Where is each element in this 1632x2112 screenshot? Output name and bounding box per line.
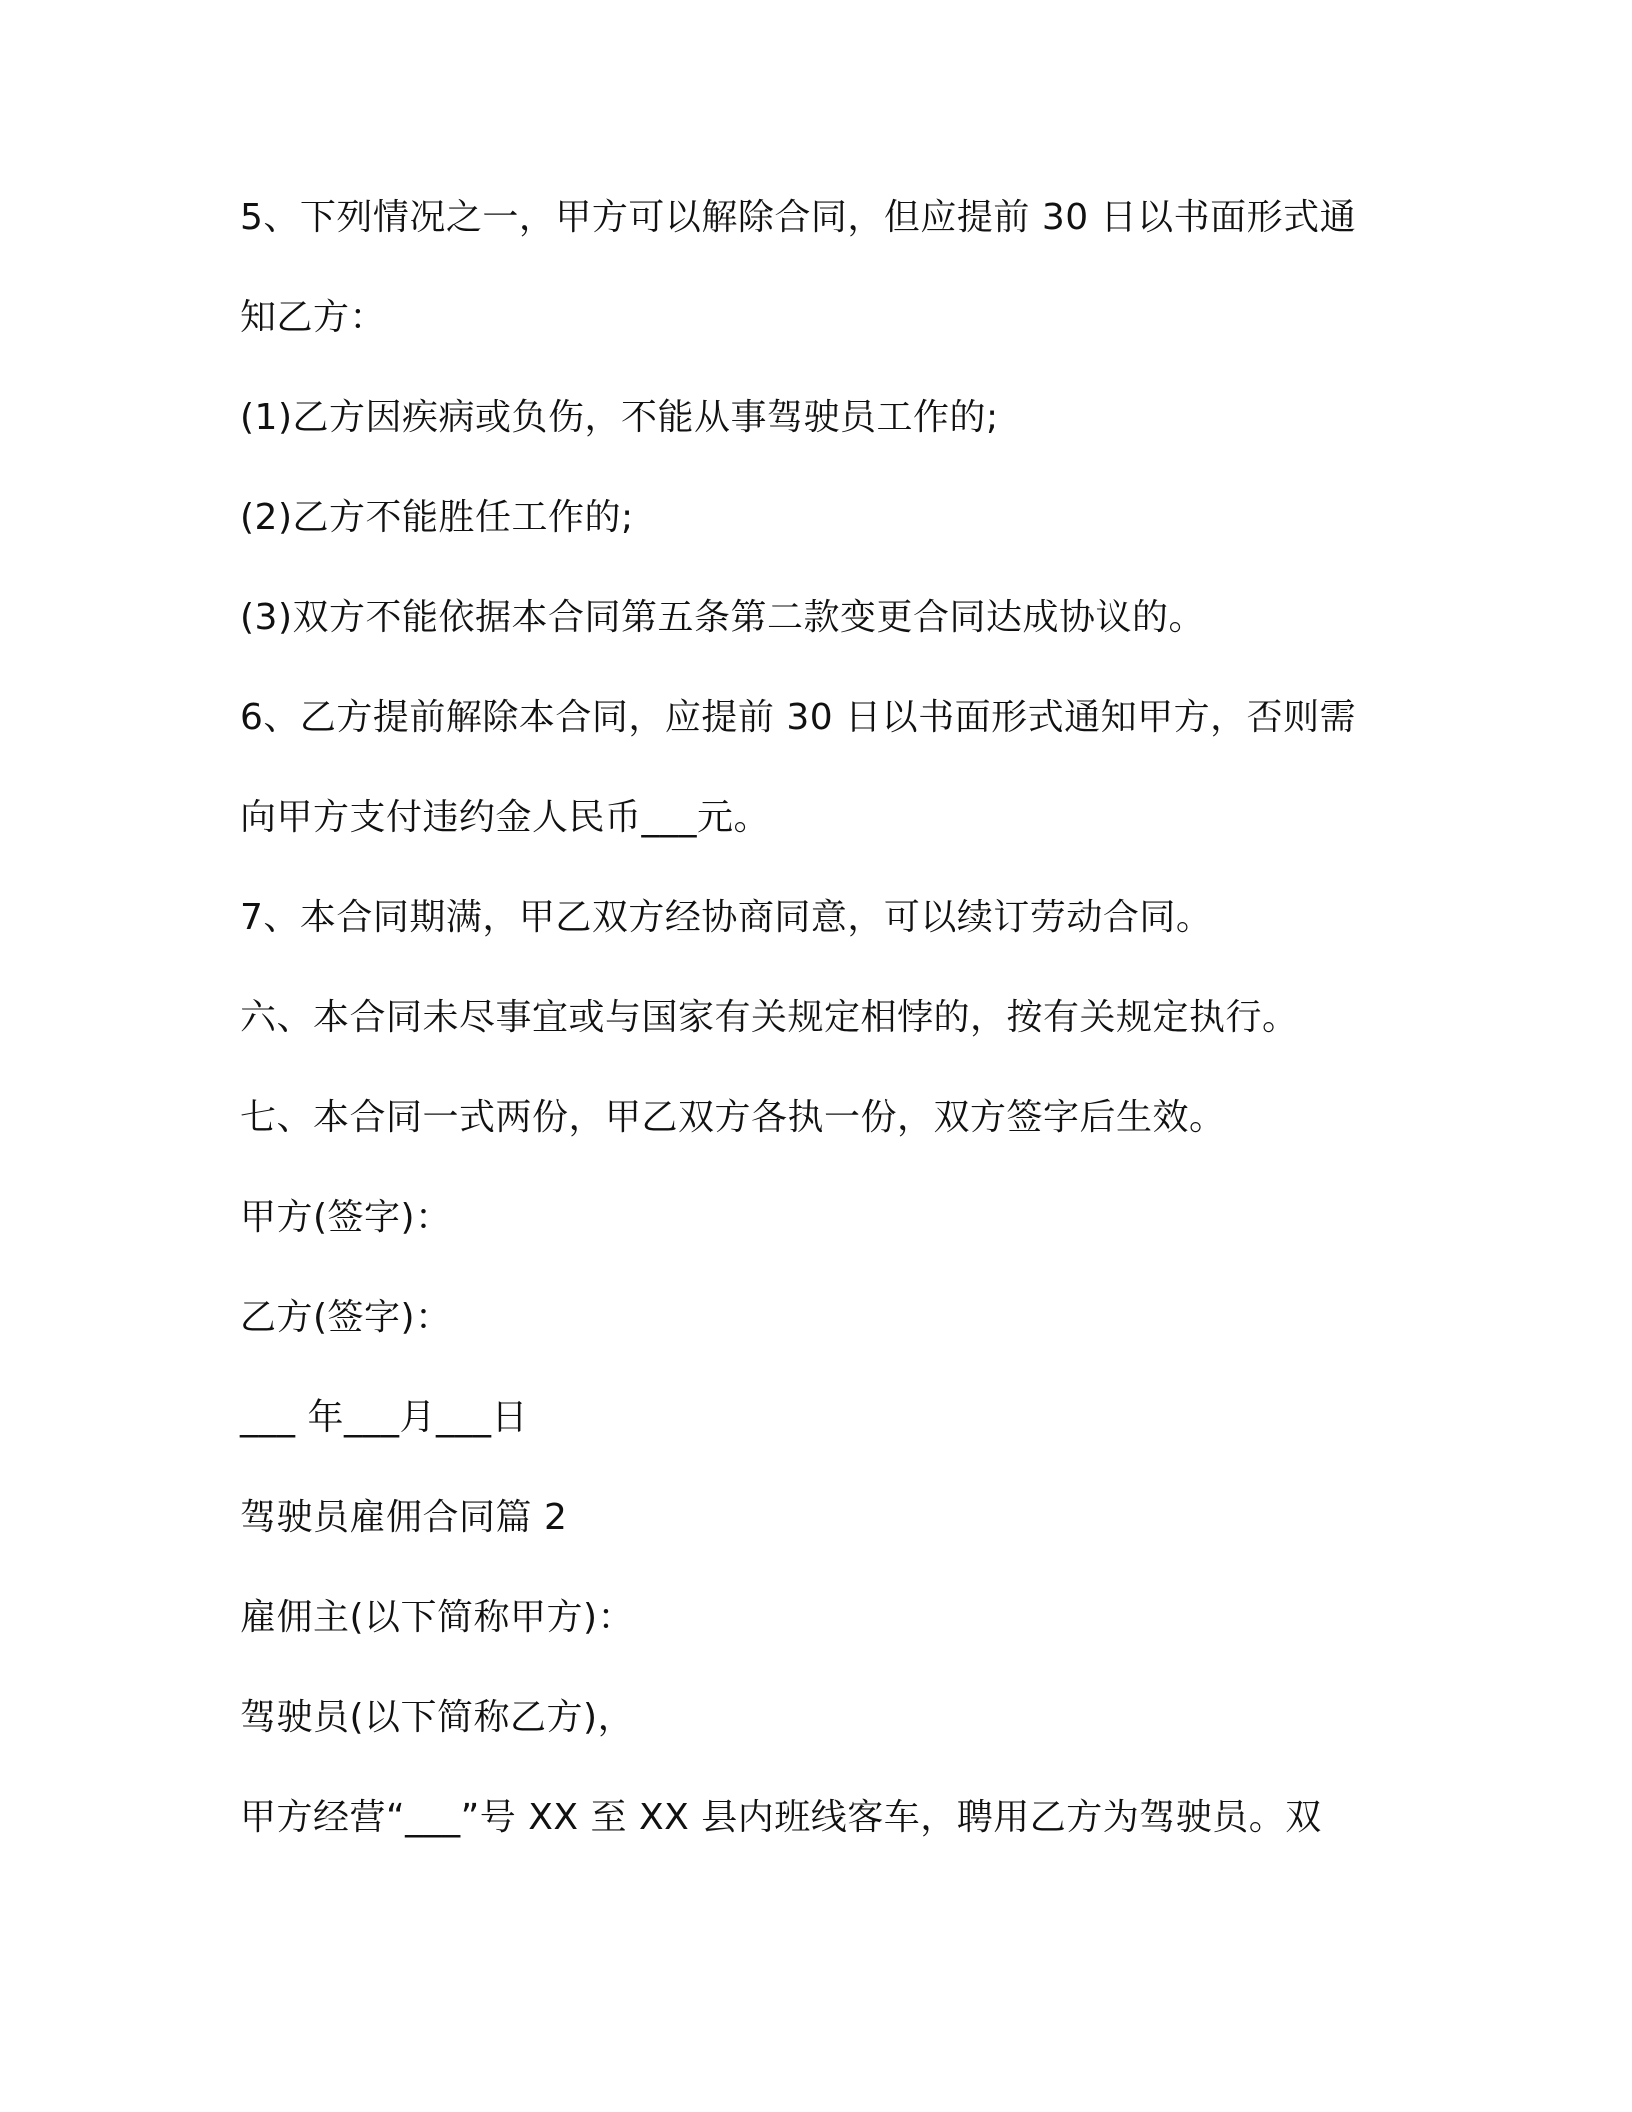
clause-7: 7、本合同期满，甲乙双方经协商同意，可以续订劳动合同。	[240, 897, 1213, 938]
clause-6-line-2: 向甲方支付违约金人民币___元。	[240, 797, 771, 838]
intro-line: 甲方经营“___”号 XX 至 XX 县内班线客车，聘用乙方为驾驶员。双	[240, 1797, 1322, 1838]
section-title: 驾驶员雇佣合同篇 2	[240, 1497, 568, 1538]
clause-5-line-2: 知乙方：	[240, 297, 387, 338]
clause-5-item-3: (3)双方不能依据本合同第五条第二款变更合同达成协议的。	[240, 597, 1205, 638]
date-line: ___ 年___月___日	[240, 1397, 528, 1438]
clause-5-item-1: (1)乙方因疾病或负伤，不能从事驾驶员工作的;	[240, 397, 999, 438]
article-7: 七、本合同一式两份，甲乙双方各执一份，双方签字后生效。	[240, 1097, 1226, 1138]
clause-6-line-1: 6、乙方提前解除本合同，应提前 30 日以书面形式通知甲方，否则需	[240, 697, 1357, 738]
clause-5-item-2: (2)乙方不能胜任工作的;	[240, 497, 634, 538]
employer-line: 雇佣主(以下简称甲方)：	[240, 1597, 635, 1638]
driver-line: 驾驶员(以下简称乙方)，	[240, 1697, 635, 1738]
article-6: 六、本合同未尽事宜或与国家有关规定相悖的，按有关规定执行。	[240, 997, 1299, 1038]
clause-5-line-1: 5、下列情况之一，甲方可以解除合同，但应提前 30 日以书面形式通	[240, 197, 1357, 238]
party-b-signature: 乙方(签字)：	[240, 1297, 452, 1338]
party-a-signature: 甲方(签字)：	[240, 1197, 452, 1238]
